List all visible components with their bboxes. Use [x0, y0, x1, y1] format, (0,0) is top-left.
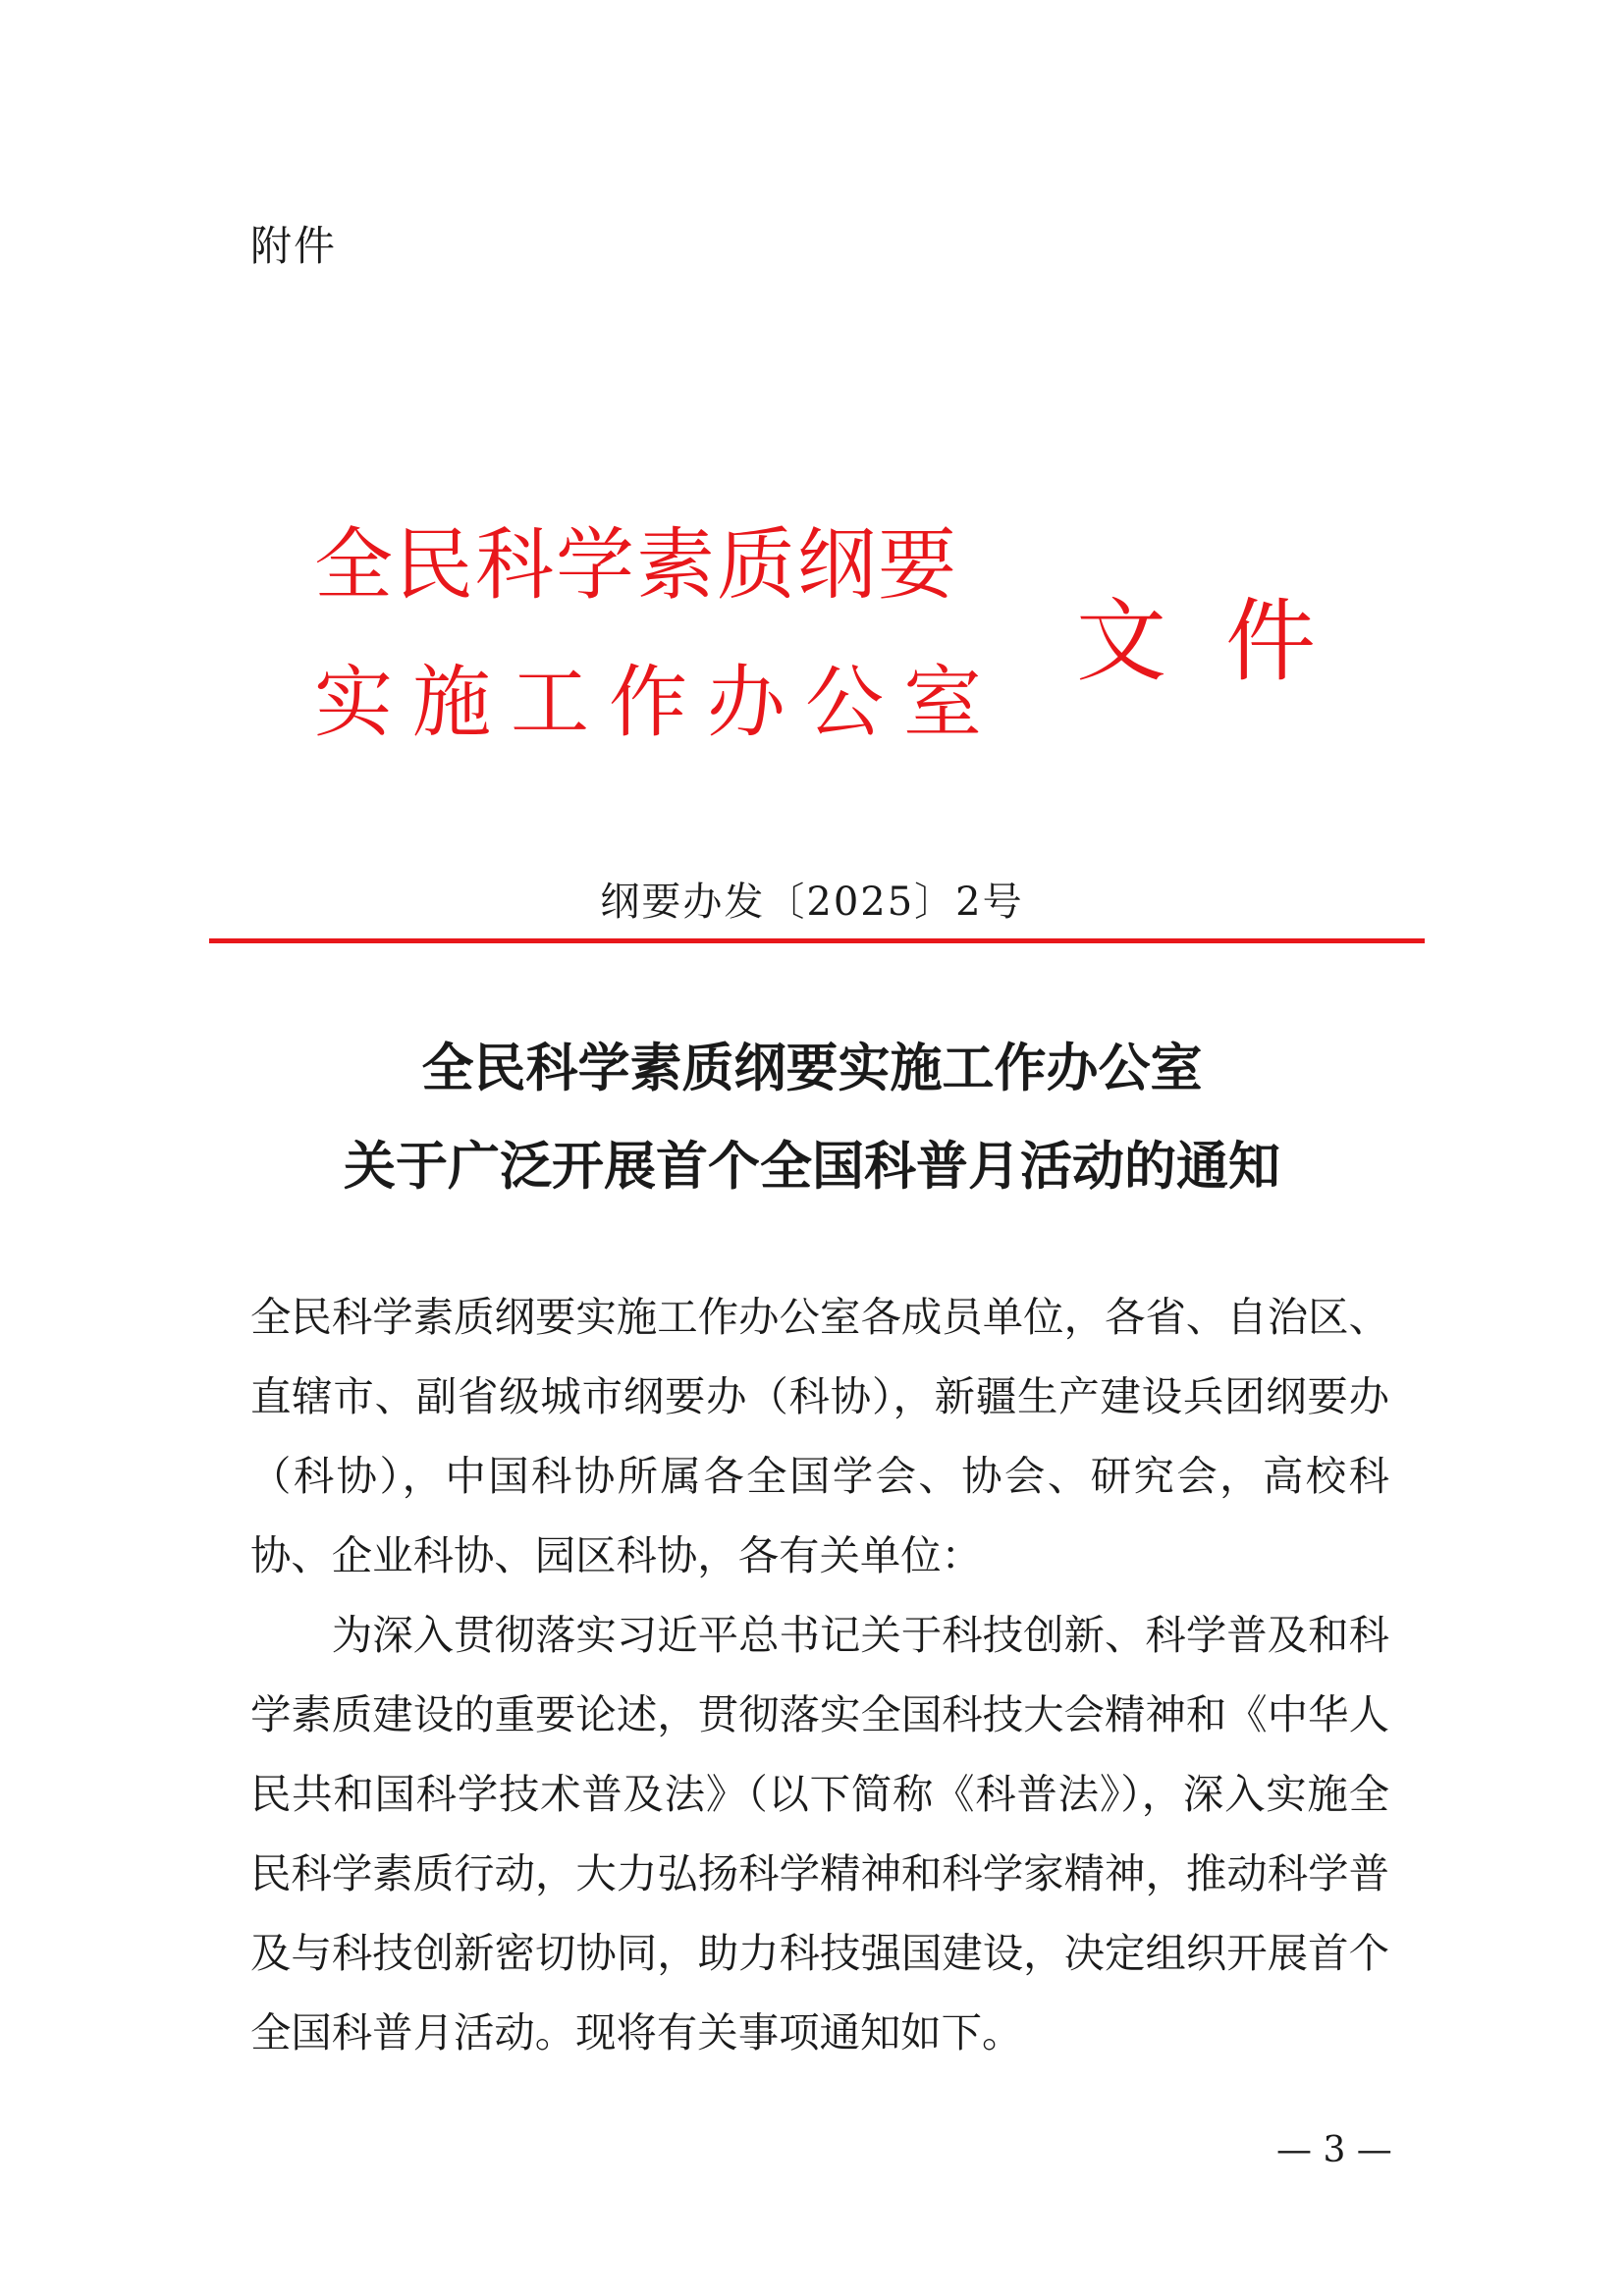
- document-word: 文件: [1076, 589, 1376, 694]
- addressees-paragraph: 全民科学素质纲要实施工作办公室各成员单位，各省、自治区、直辖市、副省级城市纲要办（科协），新疆生产建设兵团纲要办（科协），中国科协所属各全国学会、协会、研究会，高校科协、企业科协、园区科协，各有关单位：: [250, 1294, 1389, 1579]
- red-divider-rule: [209, 938, 1425, 943]
- page-number: — 3 —: [1276, 2130, 1392, 2170]
- issuer-name-line-1: 全民科学素质纲要: [314, 519, 958, 611]
- attachment-label: 附件: [250, 222, 338, 270]
- document-number: 纲要办发〔2025〕2号: [600, 880, 1024, 925]
- notice-title-line-1: 全民科学素质纲要实施工作办公室: [421, 1039, 1203, 1098]
- notice-body: [250, 1278, 1389, 2073]
- body-paragraph-1: 为深入贯彻落实习近平总书记关于科技创新、科学普及和科学素质建设的重要论述，贯彻落实全国科技大会精神和《中华人民共和国科学技术普及法》（以下简称《科普法》），深入实施全民科学素质行动，大力弘扬科学精神和科学家精神，推动科学普及与科技创新密切协同，助力科技强国建设，决定组织开展首个全国科普月活动。现将有关事项通知如下。: [250, 1612, 1389, 2056]
- issuer-name-line-2: 实施工作办公室: [314, 657, 1001, 748]
- notice-title-line-2: 关于广泛开展首个全国科普月活动的通知: [344, 1137, 1280, 1197]
